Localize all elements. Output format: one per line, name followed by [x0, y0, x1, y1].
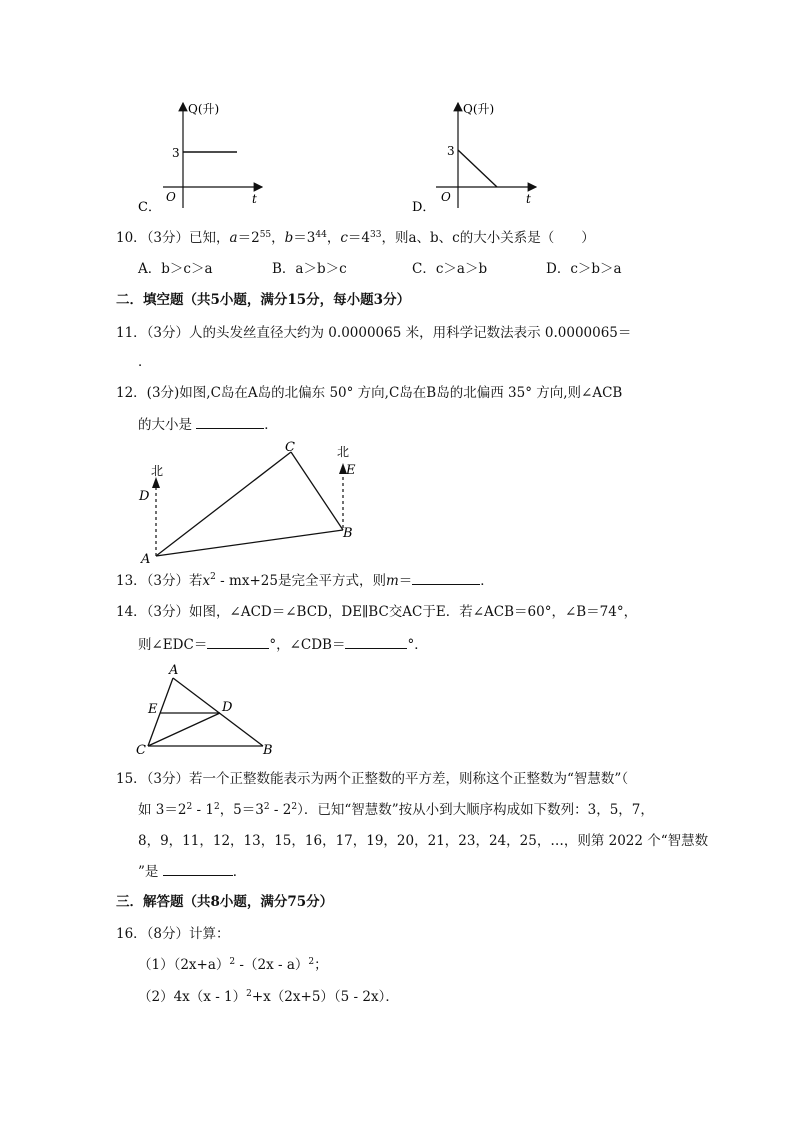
question-12-line2: 的大小是 ． — [138, 417, 278, 433]
north-arrow-a — [152, 477, 160, 488]
question-15-line2: 如 $3=2^2 - 1^2$，$5=3^2 - 2^2$）．已知“智慧数”按从小到大顺序构成如下数列：3，5，7， — [138, 802, 654, 818]
section-3-title: 三．解答题（共8小题，满分75分） — [116, 894, 334, 910]
figure-q14-triangle — [135, 660, 285, 760]
label-b: B — [343, 526, 353, 541]
graph-option-c — [130, 95, 270, 215]
side-ab — [173, 678, 263, 746]
label-b: B — [263, 743, 273, 758]
tick-3: 3 — [447, 144, 455, 158]
question-12: 12．(3分)如图,C岛在A岛的北偏东 50° 方向,C岛在B岛的北偏西 35° 方向,则∠ACB — [116, 385, 623, 401]
option-label: D． — [412, 200, 436, 215]
section-2-title: 二．填空题（共5小题，满分15分，每小题3分） — [116, 292, 411, 308]
question-15-line3: 8，9，11，12，13，15，16，17，19，20，21，23，24，25，…，则第 2022 个“智慧数 — [138, 833, 709, 849]
label-d: D — [139, 489, 150, 504]
origin-label: O — [166, 190, 176, 204]
label-a: A — [169, 663, 179, 678]
q10-option-b: B．a＞b＞c — [272, 261, 347, 277]
label-d: D — [222, 700, 233, 715]
question-15-line4: ”是 ． — [138, 864, 247, 880]
label-e: E — [148, 702, 158, 717]
label-c: C — [136, 743, 146, 758]
answer-blank[interactable] — [412, 571, 480, 585]
q10-option-a: A．b＞c＞a — [138, 261, 213, 277]
label-c: C — [285, 440, 295, 455]
question-15: 15．（3分）若一个正整数能表示为两个正整数的平方差，则称这个正整数为“智慧数”（ — [116, 771, 629, 787]
answer-blank[interactable] — [163, 862, 233, 876]
decreasing-line — [458, 150, 497, 187]
question-14-line2: 则∠EDC＝ °，∠CDB＝ °． — [138, 637, 428, 653]
question-16: 16．（8分）计算： — [116, 926, 230, 942]
question-11-end: ． — [138, 354, 152, 370]
option-label: C． — [138, 200, 161, 215]
q10-option-d: D．c＞b＞a — [546, 261, 622, 277]
tick-3: 3 — [172, 146, 180, 160]
q10-option-c: C．c＞a＞b — [412, 261, 488, 277]
origin-label: O — [441, 190, 451, 204]
answer-blank[interactable] — [196, 415, 264, 429]
x-label: t — [252, 192, 257, 206]
question-14: 14．（3分）如图，∠ACD＝∠BCD，DE∥BC交AC于E．若∠ACB＝60°，∠B＝74°， — [116, 604, 638, 620]
graph-option-d — [405, 95, 545, 215]
question-13: 13．（3分）若$x^2 - mx+25$是完全平方式，则m＝ ． — [116, 572, 494, 589]
north-label-b: 北 — [337, 445, 350, 459]
question-10: 10．（3分）已知，$a=2^{55}$，$b=3^{44}$，$c=4^{33}$，则a、b、c的大小关系是（ ） — [116, 230, 595, 246]
x-label: t — [526, 192, 531, 206]
figure-q12-triangle — [135, 440, 365, 570]
side-cb — [291, 452, 343, 530]
y-label: Q(升) — [188, 102, 220, 116]
question-16-part2: （2）4x（x - 1）$^2$+x（2x+5）（5 - 2x）． — [138, 989, 399, 1005]
answer-blank-edc[interactable] — [207, 635, 269, 649]
question-11: 11．（3分）人的头发丝直径大约为 0.0000065 米，用科学记数法表示 0.0000065＝ — [116, 325, 632, 341]
label-e: E — [346, 463, 356, 478]
y-label: Q(升) — [463, 102, 495, 116]
north-label-a: 北 — [151, 464, 164, 478]
question-16-part1: $(1)(2x+a)^2$ -（2x - a）$^2$； — [138, 957, 328, 973]
label-a: A — [141, 552, 151, 567]
answer-blank-cdb[interactable] — [345, 635, 407, 649]
